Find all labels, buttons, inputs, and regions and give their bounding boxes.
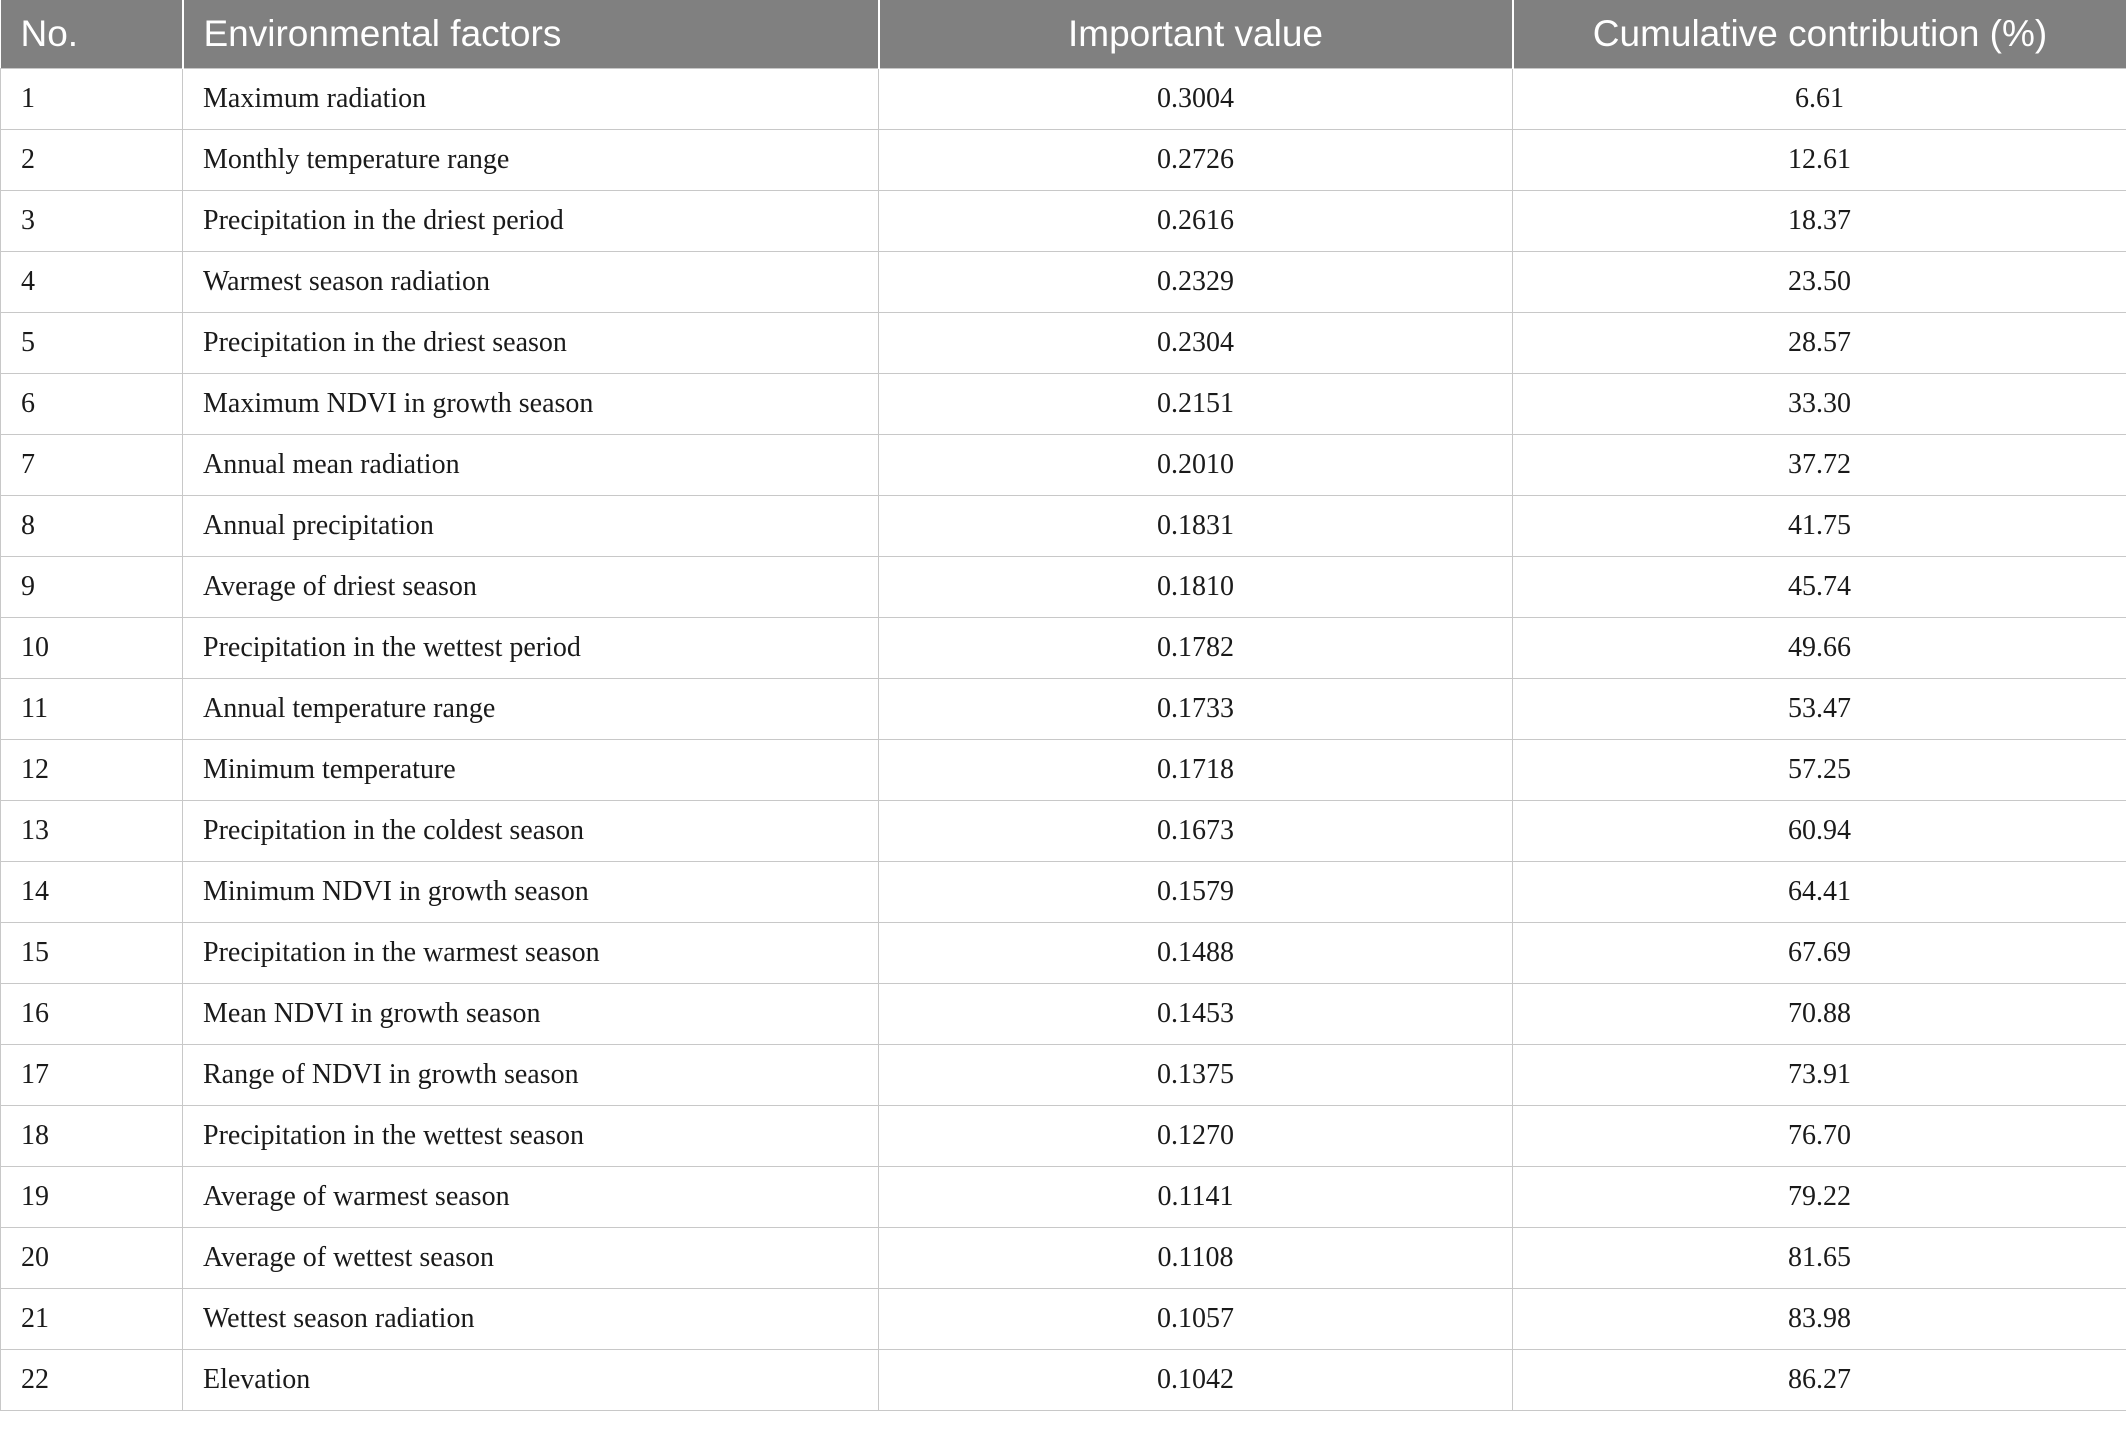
cell-no: 16 [1,984,183,1045]
cell-cumulative-contribution: 60.94 [1513,801,2126,862]
cell-environmental-factor: Precipitation in the wettest period [183,618,879,679]
cell-environmental-factor: Wettest season radiation [183,1289,879,1350]
cell-environmental-factor: Precipitation in the coldest season [183,801,879,862]
table-row [1,618,2126,679]
cell-environmental-factor: Annual temperature range [183,679,879,740]
cell-important-value: 0.1057 [879,1289,1513,1350]
table-header [1,0,2126,69]
cell-important-value: 0.1488 [879,923,1513,984]
table-row [1,313,2126,374]
cell-no: 22 [1,1350,183,1411]
cell-no: 13 [1,801,183,862]
cell-no: 21 [1,1289,183,1350]
cell-environmental-factor: Warmest season radiation [183,252,879,313]
table-row [1,984,2126,1045]
header-cumulative-contribution: Cumulative contribution (%) [1513,0,2126,69]
cell-important-value: 0.1810 [879,557,1513,618]
table-row [1,1350,2126,1411]
cell-important-value: 0.1270 [879,1106,1513,1167]
table-row [1,130,2126,191]
cell-important-value: 0.1782 [879,618,1513,679]
cell-cumulative-contribution: 41.75 [1513,496,2126,557]
cell-cumulative-contribution: 45.74 [1513,557,2126,618]
table-row [1,679,2126,740]
cell-cumulative-contribution: 79.22 [1513,1167,2126,1228]
cell-no: 5 [1,313,183,374]
cell-important-value: 0.1579 [879,862,1513,923]
cell-cumulative-contribution: 64.41 [1513,862,2126,923]
cell-cumulative-contribution: 18.37 [1513,191,2126,252]
cell-important-value: 0.1831 [879,496,1513,557]
cell-cumulative-contribution: 28.57 [1513,313,2126,374]
cell-environmental-factor: Minimum NDVI in growth season [183,862,879,923]
table-row [1,1167,2126,1228]
cell-important-value: 0.2616 [879,191,1513,252]
table-row [1,557,2126,618]
cell-environmental-factor: Precipitation in the warmest season [183,923,879,984]
cell-important-value: 0.3004 [879,69,1513,130]
cell-environmental-factor: Minimum temperature [183,740,879,801]
cell-environmental-factor: Precipitation in the driest season [183,313,879,374]
cell-cumulative-contribution: 6.61 [1513,69,2126,130]
cell-important-value: 0.1141 [879,1167,1513,1228]
cell-environmental-factor: Average of driest season [183,557,879,618]
table-row [1,435,2126,496]
cell-cumulative-contribution: 83.98 [1513,1289,2126,1350]
cell-important-value: 0.2329 [879,252,1513,313]
cell-no: 11 [1,679,183,740]
cell-cumulative-contribution: 23.50 [1513,252,2126,313]
cell-no: 7 [1,435,183,496]
cell-environmental-factor: Average of warmest season [183,1167,879,1228]
cell-environmental-factor: Average of wettest season [183,1228,879,1289]
table-row [1,191,2126,252]
cell-no: 2 [1,130,183,191]
cell-environmental-factor: Maximum NDVI in growth season [183,374,879,435]
cell-environmental-factor: Mean NDVI in growth season [183,984,879,1045]
cell-environmental-factor: Annual precipitation [183,496,879,557]
table-row [1,862,2126,923]
cell-important-value: 0.2010 [879,435,1513,496]
cell-cumulative-contribution: 86.27 [1513,1350,2126,1411]
header-important-value: Important value [879,0,1513,69]
table-row [1,374,2126,435]
cell-important-value: 0.1453 [879,984,1513,1045]
cell-environmental-factor: Monthly temperature range [183,130,879,191]
cell-no: 15 [1,923,183,984]
cell-cumulative-contribution: 33.30 [1513,374,2126,435]
table-row [1,496,2126,557]
header-environmental-factors: Environmental factors [183,0,879,69]
cell-cumulative-contribution: 76.70 [1513,1106,2126,1167]
cell-environmental-factor: Annual mean radiation [183,435,879,496]
cell-environmental-factor: Maximum radiation [183,69,879,130]
cell-no: 18 [1,1106,183,1167]
cell-environmental-factor: Range of NDVI in growth season [183,1045,879,1106]
cell-cumulative-contribution: 12.61 [1513,130,2126,191]
cell-environmental-factor: Elevation [183,1350,879,1411]
cell-important-value: 0.2151 [879,374,1513,435]
cell-cumulative-contribution: 67.69 [1513,923,2126,984]
cell-important-value: 0.1673 [879,801,1513,862]
cell-no: 12 [1,740,183,801]
cell-important-value: 0.2726 [879,130,1513,191]
cell-no: 19 [1,1167,183,1228]
cell-cumulative-contribution: 81.65 [1513,1228,2126,1289]
cell-no: 3 [1,191,183,252]
cell-cumulative-contribution: 57.25 [1513,740,2126,801]
table-row [1,1228,2126,1289]
cell-important-value: 0.1042 [879,1350,1513,1411]
cell-no: 10 [1,618,183,679]
cell-cumulative-contribution: 70.88 [1513,984,2126,1045]
cell-environmental-factor: Precipitation in the driest period [183,191,879,252]
table-row [1,1289,2126,1350]
cell-no: 1 [1,69,183,130]
table-row [1,801,2126,862]
cell-environmental-factor: Precipitation in the wettest season [183,1106,879,1167]
cell-no: 14 [1,862,183,923]
table-row [1,923,2126,984]
cell-no: 4 [1,252,183,313]
table-row [1,1106,2126,1167]
cell-no: 9 [1,557,183,618]
cell-no: 20 [1,1228,183,1289]
cell-no: 6 [1,374,183,435]
cell-important-value: 0.1733 [879,679,1513,740]
cell-cumulative-contribution: 49.66 [1513,618,2126,679]
header-no: No. [1,0,183,69]
table-row [1,252,2126,313]
cell-no: 17 [1,1045,183,1106]
cell-important-value: 0.1375 [879,1045,1513,1106]
cell-important-value: 0.2304 [879,313,1513,374]
header-row [1,0,2126,69]
table-body [1,69,2126,1411]
cell-cumulative-contribution: 53.47 [1513,679,2126,740]
cell-important-value: 0.1718 [879,740,1513,801]
cell-cumulative-contribution: 37.72 [1513,435,2126,496]
cell-cumulative-contribution: 73.91 [1513,1045,2126,1106]
table-row [1,740,2126,801]
table-row [1,69,2126,130]
table-row [1,1045,2126,1106]
cell-no: 8 [1,496,183,557]
cell-important-value: 0.1108 [879,1228,1513,1289]
